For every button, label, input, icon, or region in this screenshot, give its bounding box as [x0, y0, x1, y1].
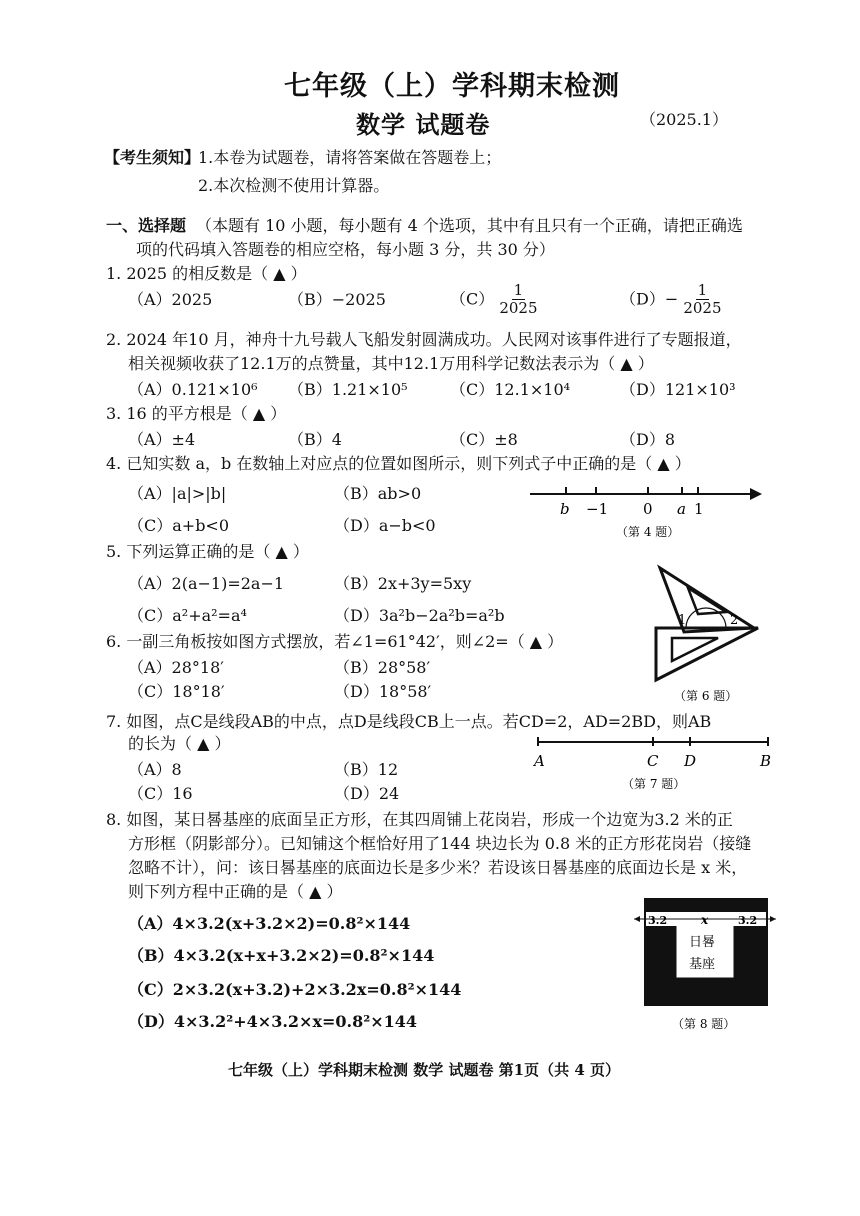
q8-option-b: （B）4×3.2(x+x+3.2×2)=0.8²×144 [128, 946, 435, 965]
q1-option-c-numerator: 1 [513, 281, 524, 299]
q1-stem: 1. 2025 的相反数是（ ▲ ） [106, 264, 307, 283]
q6-stem: 6. 一副三角板按如图方式摆放，若∠1=61°42′，则∠2=（ ▲ ） [106, 632, 564, 651]
q7-option-a: （A）8 [128, 760, 182, 779]
q3-option-c: （C）±8 [450, 430, 518, 449]
notice-line-1: 1.本卷为试题卷，请将答案做在答题卷上； [198, 148, 502, 167]
q1-option-d [620, 282, 722, 317]
page-footer: 七年级（上）学科期末检测 数学 试题卷 第1页（共 4 页） [228, 1061, 620, 1079]
sundial-label-1: 日晷 [689, 935, 716, 950]
label-zero: 0 [643, 500, 653, 518]
q8-option-a: （A）4×3.2(x+3.2×2)=0.8²×144 [128, 914, 411, 933]
q1-option-b: （B）−2025 [288, 290, 386, 309]
page-title: 七年级（上）学科期末检测 [284, 71, 620, 102]
q5-option-a: （A）2(a−1)=2a−1 [128, 574, 285, 593]
q6-option-d: （D）18°58′ [334, 682, 432, 701]
q4-option-d: （D）a−b<0 [334, 516, 436, 535]
q5-option-d: （D）3a²b−2a²b=a²b [334, 606, 505, 625]
q6-option-a: （A）28°18′ [128, 658, 224, 677]
q8-caption: （第 8 题） [672, 1017, 736, 1031]
angle-1-label: 1 [678, 613, 687, 628]
q8-line-4: 则下列方程中正确的是（ ▲ ） [128, 882, 343, 901]
q4-caption: （第 4 题） [616, 525, 680, 539]
q1-option-d-denominator: 2025 [683, 299, 722, 317]
q7-option-c: （C）16 [128, 784, 193, 803]
q8-option-d: （D）4×3.2²+4×3.2×x=0.8²×144 [128, 1012, 418, 1031]
q4-number-line-figure [528, 478, 768, 542]
section-desc-1: （本题有 10 小题，每小题有 4 个选项，其中有且只有一个正确，请把正确选 [196, 216, 743, 235]
label-point-b: B [760, 752, 772, 770]
label-b: b [560, 500, 570, 518]
q1-option-a: （A）2025 [128, 290, 213, 309]
q2-option-d: （D）121×10³ [620, 380, 736, 399]
section-heading: 一、选择题 [106, 216, 187, 235]
q5-option-b: （B）2x+3y=5xy [334, 574, 472, 593]
dimension-arrow-left [634, 916, 640, 922]
q3-option-a: （A）±4 [128, 430, 196, 449]
number-line-arrow [750, 488, 762, 500]
q2-option-c: （C）12.1×10⁴ [450, 380, 571, 399]
angle-arc [686, 608, 726, 628]
q6-option-b: （B）28°58′ [334, 658, 431, 677]
q1-option-d-fraction [683, 282, 721, 317]
q4-option-c: （C）a+b<0 [128, 516, 230, 535]
section-desc-2: 项的代码填入答题卷的相应空格，每小题 3 分，共 30 分） [136, 240, 555, 259]
q1-option-c [450, 282, 538, 317]
q3-stem: 3. 16 的平方根是（ ▲ ） [106, 404, 287, 423]
q8-option-c: （C）2×3.2(x+3.2)+2×3.2x=0.8²×144 [128, 980, 462, 999]
q7-line-2: 的长为（ ▲ ） [128, 734, 231, 753]
q2-line-1: 2. 2024 年10 月，神舟十九号载人飞船发射圆满成功。人民网对该事件进行了专题报道， [106, 330, 742, 349]
q7-segment-figure [530, 734, 774, 798]
label-a: a [677, 500, 686, 518]
label-neg1: −1 [586, 500, 609, 518]
q7-option-d: （D）24 [334, 784, 400, 803]
q3-option-d: （D）8 [620, 430, 676, 449]
q7-option-b: （B）12 [334, 760, 399, 779]
label-point-c: C [647, 752, 659, 770]
paper-subtitle: 数学 试题卷 [356, 110, 491, 139]
label-point-d: D [684, 752, 697, 770]
q5-stem: 5. 下列运算正确的是（ ▲ ） [106, 542, 309, 561]
q8-sundial-figure [632, 894, 778, 1034]
dimension-left-label: 3.2 [648, 914, 668, 927]
q1-option-c-fraction [499, 282, 537, 317]
q6-caption: （第 6 题） [674, 689, 738, 703]
q4-stem: 4. 已知实数 a，b 在数轴上对应点的位置如图所示，则下列式子中正确的是（ ▲ ） [106, 454, 691, 473]
q8-line-1: 8. 如图，某日晷基座的底面呈正方形，在其四周铺上花岗岩，形成一个边宽为3.2 米的正 [106, 810, 733, 829]
q2-option-b: （B）1.21×10⁵ [288, 380, 408, 399]
top-set-square-inner [688, 588, 726, 614]
label-point-a: A [534, 752, 545, 770]
q6-set-squares-figure [648, 562, 768, 710]
q8-line-2: 方形框（阴影部分）。已知铺这个框恰好用了144 块边长为 0.8 米的正方形花岗岩（接缝 [128, 834, 752, 853]
q7-caption: （第 7 题） [622, 777, 686, 791]
sundial-label-2: 基座 [689, 957, 716, 972]
q1-option-c-denominator: 2025 [499, 299, 538, 317]
dimension-mid-label: x [701, 913, 709, 927]
angle-2-label: 2 [730, 613, 739, 628]
q4-option-b: （B）ab>0 [334, 484, 422, 503]
q1-option-d-label: （D）− [620, 289, 679, 309]
q4-option-a: （A）|a|>|b| [128, 484, 227, 503]
notice-label: 【考生须知】 [104, 148, 201, 167]
q7-line-1: 7. 如图，点C是线段AB的中点，点D是线段CB上一点。若CD=2，AD=2BD，则AB [106, 712, 712, 731]
q8-line-3: 忽略不计），问：该日晷基座的底面边长是多少米？若设该日晷基座的底面边长是 x 米， [128, 858, 748, 877]
dimension-arrow-right [770, 916, 776, 922]
label-one: 1 [694, 500, 704, 518]
q3-option-b: （B）4 [288, 430, 342, 449]
q1-option-c-label: （C） [450, 289, 495, 309]
q5-option-c: （C）a²+a²=a⁴ [128, 606, 247, 625]
dimension-right-label: 3.2 [738, 914, 758, 927]
q1-option-d-numerator: 1 [697, 281, 708, 299]
bottom-set-square-inner [672, 638, 718, 661]
q2-line-2: 相关视频收获了12.1万的点赞量，其中12.1万用科学记数法表示为（ ▲ ） [128, 354, 654, 373]
q6-option-c: （C）18°18′ [128, 682, 225, 701]
exam-date: （2025.1） [640, 110, 728, 129]
notice-line-2: 2.本次检测不使用计算器。 [198, 176, 390, 195]
q2-option-a: （A）0.121×10⁶ [128, 380, 258, 399]
